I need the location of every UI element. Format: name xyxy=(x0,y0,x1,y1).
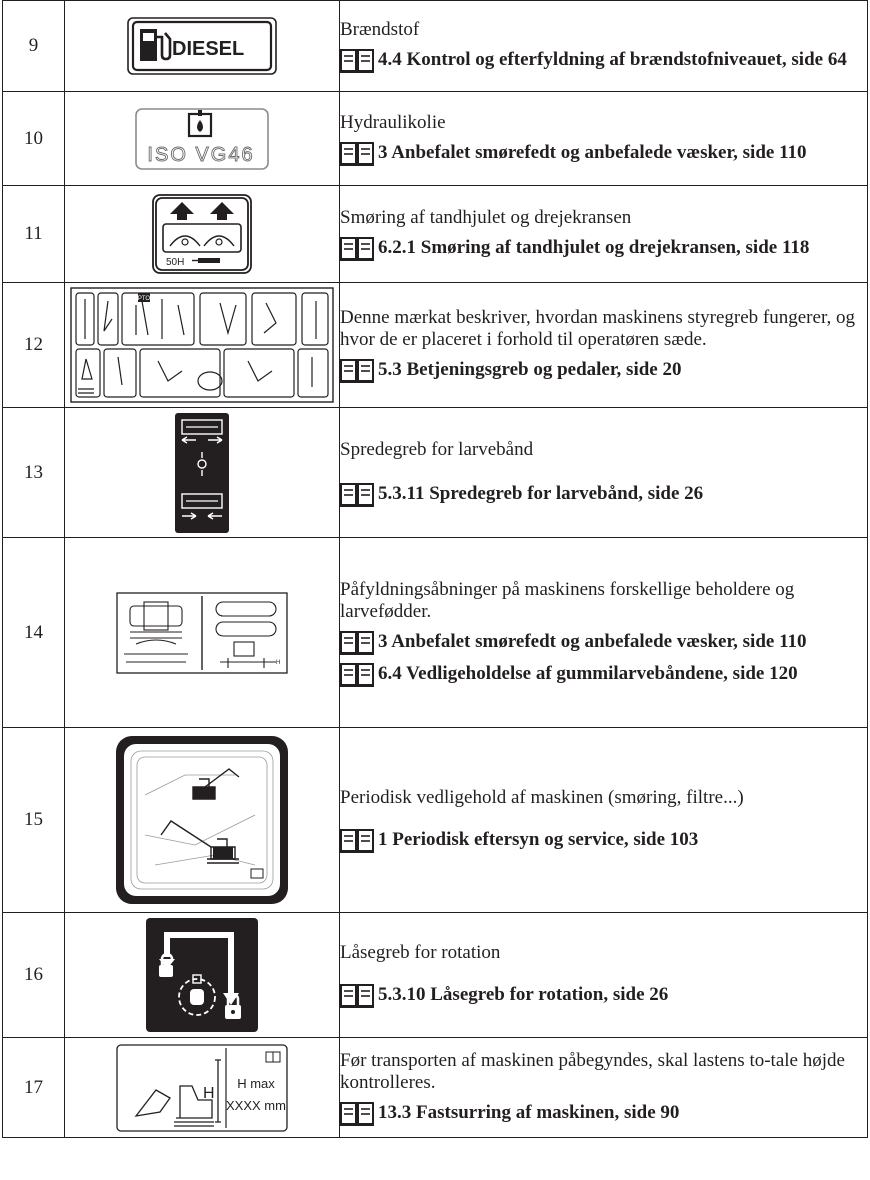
book-icon xyxy=(340,49,374,73)
cross-reference xyxy=(340,984,867,1008)
sticker-hmax-text: H max xyxy=(237,1075,275,1091)
table-row xyxy=(3,186,868,283)
row-description: Før transporten af maskinen påbegyndes, skal lastens to-tale højde kontrolleres. xyxy=(340,1049,845,1093)
reference-text: 5.3 Betjeningsgreb og pedaler, side 20 xyxy=(378,359,682,380)
row-number: 12 xyxy=(3,283,65,408)
book-icon xyxy=(340,142,374,166)
sticker-cell xyxy=(65,728,340,913)
cross-reference xyxy=(340,829,867,853)
table-row xyxy=(3,1038,868,1138)
reference-text: 6.2.1 Smøring af tandhjulet og drejekransen, side 118 xyxy=(378,237,810,258)
reference-text: 4.4 Kontrol og efterfyldning af brændstofniveauet, side 64 xyxy=(378,49,847,70)
book-icon xyxy=(340,663,374,687)
table-row xyxy=(3,92,868,186)
reference-text: 13.3 Fastsurring af maskinen, side 90 xyxy=(378,1101,680,1123)
row-number: 13 xyxy=(3,408,65,538)
cross-reference xyxy=(340,663,867,687)
track-spread-label-icon xyxy=(174,412,230,534)
book-icon xyxy=(340,1102,374,1126)
book-icon xyxy=(340,483,374,507)
label-table xyxy=(2,0,868,1138)
sticker-h-text: H xyxy=(203,1084,215,1102)
svg-text:H: H xyxy=(276,659,281,666)
maintenance-label-icon xyxy=(115,735,289,905)
row-description: Smøring af tandhjulet og drejekransen xyxy=(340,207,632,228)
book-icon xyxy=(340,359,374,383)
table-row xyxy=(3,913,868,1038)
table-row xyxy=(3,1,868,92)
book-icon xyxy=(340,984,374,1008)
table-row xyxy=(3,538,868,728)
description-cell xyxy=(340,728,868,913)
row-description: Hydraulikolie xyxy=(340,111,446,133)
sticker-cell xyxy=(65,1,340,92)
row-description: Låsegreb for rotation xyxy=(340,942,501,963)
reference-text: 3 Anbefalet smørefedt og anbefalede væsker, side 110 xyxy=(378,141,807,163)
description-cell xyxy=(340,538,868,728)
reference-text: 1 Periodisk eftersyn og service, side 103 xyxy=(378,829,699,850)
description-cell xyxy=(340,913,868,1038)
table-row xyxy=(3,283,868,408)
row-number: 15 xyxy=(3,728,65,913)
row-number: 9 xyxy=(3,1,65,92)
cross-reference xyxy=(340,631,867,655)
controls-layout-label-icon xyxy=(70,287,334,403)
hydraulic-oil-label-icon xyxy=(135,108,269,170)
row-description: Brændstof xyxy=(340,19,420,40)
sticker-diesel-text: DIESEL xyxy=(172,38,245,60)
height-label-icon xyxy=(116,1044,288,1132)
row-description: Periodisk vedligehold af maskinen (smøring, filtre...) xyxy=(340,787,744,808)
sticker-cell xyxy=(65,538,340,728)
description-cell xyxy=(340,1038,868,1138)
sticker-iso-text: ISO VG46 xyxy=(147,143,255,166)
sticker-mm-text: XXXX mm xyxy=(226,1097,286,1113)
slew-ring-grease-label-icon xyxy=(152,194,252,274)
row-number: 14 xyxy=(3,538,65,728)
reference-text: 5.3.10 Låsegreb for rotation, side 26 xyxy=(378,984,669,1005)
cross-reference xyxy=(340,49,867,73)
sticker-cell xyxy=(65,1038,340,1138)
sticker-cell xyxy=(65,92,340,186)
cross-reference xyxy=(340,483,867,507)
cross-reference xyxy=(340,359,867,383)
sticker-cell xyxy=(65,283,340,408)
row-number: 11 xyxy=(3,186,65,283)
description-cell xyxy=(340,92,868,186)
cross-reference xyxy=(340,1102,867,1126)
reference-text: 5.3.11 Spredegreb for larvebånd, side 26 xyxy=(378,482,704,504)
row-number: 17 xyxy=(3,1038,65,1138)
book-icon xyxy=(340,631,374,655)
diesel-fuel-label-icon xyxy=(127,17,277,75)
reference-text: 6.4 Vedligeholdelse af gummilarvebåndene, side 120 xyxy=(378,662,798,684)
row-description: Påfyldningsåbninger på maskinens forskellige beholdere og larvefødder. xyxy=(340,578,795,622)
row-description: Denne mærkat beskriver, hvordan maskinens styregreb fungerer, og hvor de er placeret i forhold til operatøren sæde. xyxy=(340,307,856,350)
cross-reference xyxy=(340,237,867,261)
description-cell xyxy=(340,408,868,538)
table-row xyxy=(3,408,868,538)
reference-text: 3 Anbefalet smørefedt og anbefalede væsker, side 110 xyxy=(378,630,807,652)
description-cell xyxy=(340,1,868,92)
rotation-lock-label-icon xyxy=(145,917,259,1033)
filling-points-label-icon xyxy=(116,592,288,674)
description-cell xyxy=(340,186,868,283)
book-icon xyxy=(340,237,374,261)
row-description: Spredegreb for larvebånd xyxy=(340,438,534,460)
sticker-pto-text: PTO xyxy=(137,296,151,302)
sticker-cell xyxy=(65,186,340,283)
description-cell xyxy=(340,283,868,408)
sticker-interval-text: 50H xyxy=(166,257,185,268)
sticker-cell xyxy=(65,408,340,538)
table-row xyxy=(3,728,868,913)
book-icon xyxy=(340,829,374,853)
sticker-cell xyxy=(65,913,340,1038)
cross-reference xyxy=(340,142,867,166)
row-number: 16 xyxy=(3,913,65,1038)
row-number: 10 xyxy=(3,92,65,186)
